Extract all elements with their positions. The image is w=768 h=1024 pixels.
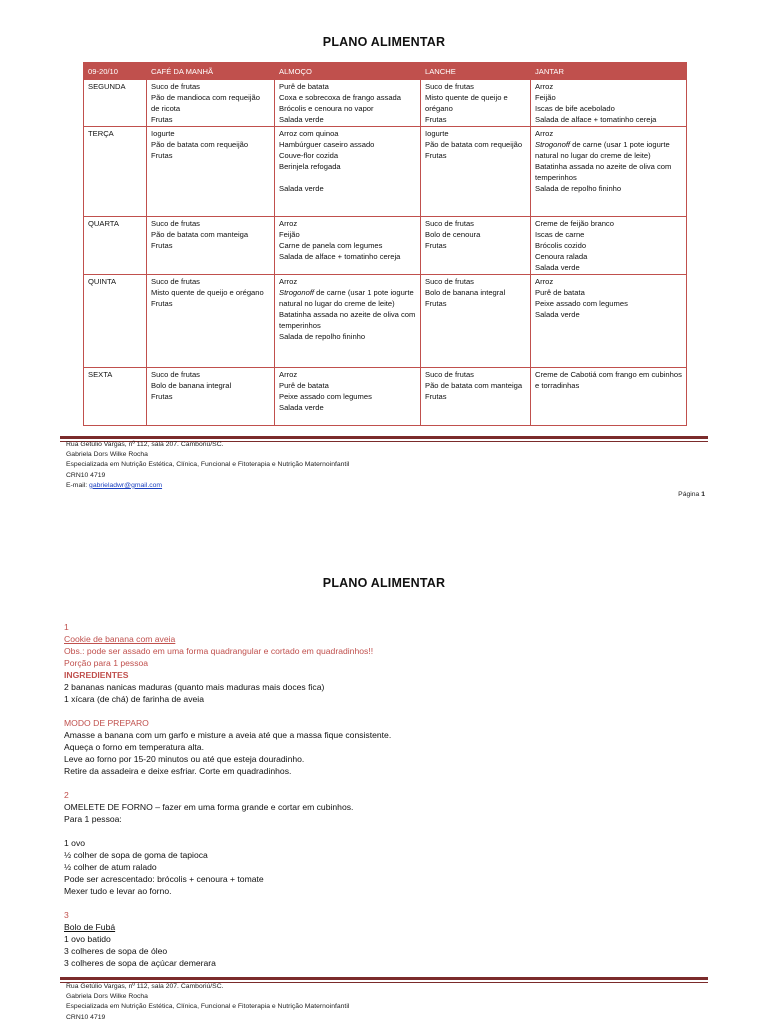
page-label: Página <box>678 491 702 498</box>
recipe-1-ingredient: 2 bananas nanicas maduras (quanto mais maduras mais doces fica) <box>64 682 325 692</box>
cell-line: Misto quente de queijo e orégano <box>425 93 510 113</box>
cell-line <box>535 139 682 161</box>
footer-email-line <box>66 481 349 491</box>
footer-crn: CRN10 4719 <box>66 1013 106 1021</box>
lunch-cell <box>275 368 421 426</box>
cell-line: Suco de frutas <box>151 277 200 286</box>
header-breakfast: CAFÉ DA MANHÃ <box>147 63 275 80</box>
lunch-cell <box>275 127 421 217</box>
cell-line: Brócolis e cenoura no vapor <box>279 104 374 113</box>
cell-line: Arroz <box>279 370 298 379</box>
cell-line: Frutas <box>425 392 447 401</box>
cell-line: Frutas <box>425 241 447 250</box>
recipe-3-name: Bolo de Fubá <box>64 922 116 932</box>
footer-divider-2 <box>60 977 708 980</box>
breakfast-cell <box>147 275 275 368</box>
cell-line: Iogurte <box>151 129 175 138</box>
cell-line: Suco de frutas <box>151 82 200 91</box>
cell-line: Brócolis cozido <box>535 241 587 250</box>
page-title: PLANO ALIMENTAR <box>322 35 446 49</box>
table-row <box>84 368 687 426</box>
recipe-1-method-title: MODO DE PREPARO <box>64 718 149 728</box>
meal-plan-table <box>83 62 687 426</box>
day-cell: QUINTA <box>84 275 147 368</box>
recipe-1-obs: Obs.: pode ser assado em uma forma quadrangular e cortado em quadradinhos!! <box>64 646 374 656</box>
recipe-3-number: 3 <box>64 910 69 920</box>
cell-line: Arroz <box>535 277 554 286</box>
cell-line: Arroz <box>535 82 554 91</box>
dinner-cell <box>531 368 687 426</box>
recipe-1-portion: Porção para 1 pessoa <box>64 658 149 668</box>
cell-line: Misto quente de queijo e orégano <box>151 288 264 297</box>
footer-email-link[interactable]: gabrieladwr@gmail.com <box>89 481 163 489</box>
cell-line: Bolo de banana integral <box>425 288 506 297</box>
cell-line: Pão de batata com manteiga <box>425 381 523 390</box>
cell-line: Salada de repolho fininho <box>535 184 622 193</box>
cell-line: Pão de batata com manteiga <box>151 230 249 239</box>
cell-line: Suco de frutas <box>425 82 474 91</box>
recipe-1-step: Retire da assadeira e deixe esfriar. Corte em quadradinhos. <box>64 766 292 776</box>
cell-line: Iscas de bife acebolado <box>535 104 615 113</box>
cell-line-italic: Strogonoff <box>279 288 315 297</box>
cell-line: Salada verde <box>279 184 324 193</box>
recipe-1-step: Amasse a banana com um garfo e misture a aveia até que a massa fique consistente. <box>64 730 392 740</box>
page-number-value: 1 <box>701 491 705 498</box>
recipe-2-portion: Para 1 pessoa: <box>64 814 122 824</box>
day-cell: SEGUNDA <box>84 80 147 127</box>
breakfast-cell <box>147 80 275 127</box>
cell-line: Arroz <box>279 277 298 286</box>
page-number <box>678 491 705 498</box>
cell-line: Arroz com quinoa <box>279 129 339 138</box>
cell-line: Frutas <box>425 299 447 308</box>
header-date: 09-20/10 <box>84 63 147 80</box>
cell-line: Salada verde <box>535 263 580 272</box>
footer-address: Rua Getúlio Vargas, nº 112, sala 207. Camboriú/SC. <box>66 441 224 448</box>
cell-line: Peixe assado com legumes <box>279 392 372 401</box>
footer-specialty: Especializada em Nutrição Estética, Clínica, Funcional e Fitoterapia e Nutrição Maternoinfantil <box>66 461 350 469</box>
recipe-2-ingredient: Mexer tudo e levar ao forno. <box>64 886 172 896</box>
recipe-2-ingredient: ½ colher de sopa de goma de tapioca <box>64 850 208 860</box>
recipe-2-name: OMELETE DE FORNO – fazer em uma forma grande e cortar em cubinhos. <box>64 802 354 812</box>
cell-line: Frutas <box>151 299 173 308</box>
cell-line: Carne de panela com legumes <box>279 241 383 250</box>
cell-line: Berinjela refogada <box>279 162 341 171</box>
footer-specialty: Especializada em Nutrição Estética, Clínica, Funcional e Fitoterapia e Nutrição Maternoinfantil <box>66 1003 350 1011</box>
cell-line: Salada verde <box>535 310 580 319</box>
cell-line: Coxa e sobrecoxa de frango assada <box>279 93 402 102</box>
snack-cell <box>421 275 531 368</box>
footer-crn: CRN10 4719 <box>66 471 106 479</box>
table-row <box>84 80 687 127</box>
cell-line: Bolo de banana integral <box>151 381 232 390</box>
lunch-cell <box>275 275 421 368</box>
cell-line: Frutas <box>151 115 173 124</box>
day-cell: QUARTA <box>84 217 147 275</box>
breakfast-cell <box>147 368 275 426</box>
recipe-3-ingredient: 3 colheres de sopa de açúcar demerara <box>64 958 216 968</box>
recipe-1-ingredients-title: INGREDIENTES <box>64 670 129 680</box>
recipe-2-number: 2 <box>64 790 69 800</box>
cell-line: Salada verde <box>279 115 324 124</box>
recipe-1-number: 1 <box>64 622 69 632</box>
cell-line: Creme de feijão branco <box>535 219 614 228</box>
lunch-cell <box>275 217 421 275</box>
recipe-2-ingredient: ½ colher de atum ralado <box>64 862 157 872</box>
recipe-1-step: Aqueça o forno em temperatura alta. <box>64 742 204 752</box>
cell-line <box>279 172 416 183</box>
cell-line: Frutas <box>151 392 173 401</box>
footer-email-label: E-mail: <box>66 481 90 489</box>
cell-line: Suco de frutas <box>425 277 474 286</box>
cell-line: Suco de frutas <box>425 219 474 228</box>
cell-line: Iogurte <box>425 129 449 138</box>
cell-line-italic: Strogonoff <box>535 140 571 149</box>
cell-line: Frutas <box>151 241 173 250</box>
header-lunch: ALMOÇO <box>275 63 421 80</box>
cell-line: Batatinha assada no azeite de oliva com temperinhos <box>535 162 674 182</box>
cell-line: Salada de alface + tomatinho cereja <box>535 115 657 124</box>
dinner-cell <box>531 275 687 368</box>
recipe-2-ingredient: Pode ser acrescentado: brócolis + cenoura + tomate <box>64 874 264 884</box>
recipe-3-ingredient: 1 ovo batido <box>64 934 111 944</box>
header-dinner: JANTAR <box>531 63 687 80</box>
cell-line: Purê de batata <box>279 381 329 390</box>
cell-line: Frutas <box>151 151 173 160</box>
breakfast-cell <box>147 217 275 275</box>
cell-line: Purê de batata <box>535 288 585 297</box>
footer-2 <box>66 982 349 1023</box>
footer-divider <box>60 436 708 439</box>
cell-line <box>279 287 416 309</box>
cell-line: Purê de batata <box>279 82 329 91</box>
recipe-3-ingredient: 3 colheres de sopa de óleo <box>64 946 168 956</box>
cell-line: Arroz <box>279 219 298 228</box>
cell-line: Frutas <box>425 115 447 124</box>
footer-name: Gabriela Dors Wilke Rocha <box>66 451 148 459</box>
footer-address: Rua Getúlio Vargas, nº 112, sala 207. Camboriú/SC. <box>66 983 224 990</box>
recipes <box>64 621 704 969</box>
footer <box>66 440 349 491</box>
lunch-cell <box>275 80 421 127</box>
page-title-2: PLANO ALIMENTAR <box>322 576 446 590</box>
cell-line: Salada verde <box>279 403 324 412</box>
recipe-1-ingredient: 1 xícara (de chá) de farinha de aveia <box>64 694 204 704</box>
table-header-row <box>84 63 687 80</box>
recipe-1-name: Cookie de banana com aveia <box>64 634 176 644</box>
cell-line: Feijão <box>279 230 300 239</box>
cell-line: Couve-flor cozida <box>279 151 339 160</box>
header-snack: LANCHE <box>421 63 531 80</box>
snack-cell <box>421 127 531 217</box>
dinner-cell <box>531 80 687 127</box>
cell-line: Frutas <box>425 151 447 160</box>
cell-line-rest: de carne (usar 1 pote iogurte natural no lugar do creme de leite) <box>279 288 416 308</box>
cell-line-rest: de carne (usar 1 pote iogurte natural no lugar do creme de leite) <box>535 140 672 160</box>
table-row <box>84 217 687 275</box>
cell-line: Hambúrguer caseiro assado <box>279 140 375 149</box>
cell-line: Bolo de cenoura <box>425 230 481 239</box>
cell-line: Batatinha assada no azeite de oliva com temperinhos <box>279 310 418 330</box>
snack-cell <box>421 368 531 426</box>
cell-line: Suco de frutas <box>151 370 200 379</box>
cell-line: Pão de mandioca com requeijão de ricota <box>151 93 263 113</box>
cell-line: Suco de frutas <box>151 219 200 228</box>
footer-name: Gabriela Dors Wilke Rocha <box>66 993 148 1001</box>
snack-cell <box>421 217 531 275</box>
table-row <box>84 275 687 368</box>
dinner-cell <box>531 217 687 275</box>
snack-cell <box>421 80 531 127</box>
cell-line: Creme de Cabotiá com frango em cubinhos e torradinhas <box>535 370 685 390</box>
table-row <box>84 127 687 217</box>
day-cell: TERÇA <box>84 127 147 217</box>
cell-line: Cenoura ralada <box>535 252 588 261</box>
breakfast-cell <box>147 127 275 217</box>
cell-line: Feijão <box>535 93 556 102</box>
dinner-cell <box>531 127 687 217</box>
cell-line: Arroz <box>535 129 554 138</box>
cell-line: Iscas de carne <box>535 230 585 239</box>
cell-line: Pão de batata com requeijão <box>425 140 523 149</box>
cell-line: Suco de frutas <box>425 370 474 379</box>
recipe-2-ingredient: 1 ovo <box>64 838 86 848</box>
cell-line: Salada de alface + tomatinho cereja <box>279 252 401 261</box>
day-cell: SEXTA <box>84 368 147 426</box>
recipe-1-step: Leve ao forno por 15-20 minutos ou até que esteja douradinho. <box>64 754 305 764</box>
cell-line: Peixe assado com legumes <box>535 299 628 308</box>
cell-line: Salada de repolho fininho <box>279 332 366 341</box>
cell-line: Pão de batata com requeijão <box>151 140 249 149</box>
